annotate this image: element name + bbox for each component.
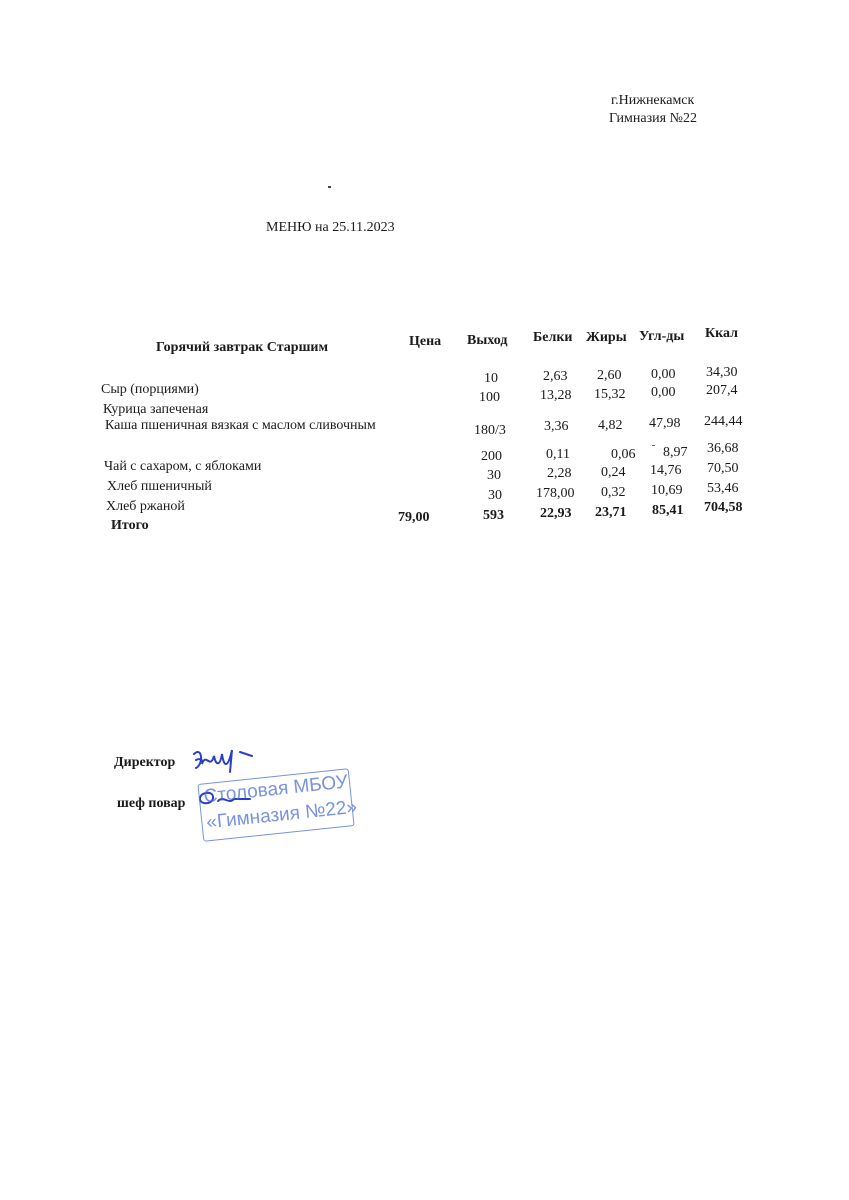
total-carbs: 85,41 [652, 503, 684, 518]
stamp-line-1: Столовая МБОУ [202, 771, 349, 808]
stamp-line-2: «Гимназия №22» [205, 796, 359, 834]
row-2-carbs: 47,98 [649, 416, 681, 431]
col-header-carbs: Угл-ды [639, 329, 685, 344]
total-price: 79,00 [398, 510, 430, 525]
col-header-fat: Жиры [586, 330, 627, 345]
row-0-output: 10 [484, 371, 498, 386]
row-4-kcal: 70,50 [707, 461, 739, 476]
row-3-kcal: 36,68 [707, 441, 739, 456]
row-1-fat: 15,32 [594, 387, 626, 402]
row-5-carbs: 10,69 [651, 483, 683, 498]
col-header-protein: Белки [533, 330, 573, 345]
row-name-3: Чай с сахаром, с яблоками [104, 459, 262, 474]
total-protein: 22,93 [540, 506, 572, 521]
chef-label: шеф повар [117, 796, 186, 811]
row-2-output: 180/3 [474, 423, 506, 438]
row-5-kcal: 53,46 [707, 481, 739, 496]
row-4-output: 30 [487, 468, 501, 483]
city-label: г.Нижнекамск [611, 93, 695, 108]
col-header-output: Выход [467, 333, 508, 348]
row-2-kcal: 244,44 [704, 414, 743, 429]
row-3-carbs: 8,97 [663, 445, 688, 460]
row-0-fat: 2,60 [597, 368, 622, 383]
total-fat: 23,71 [595, 505, 627, 520]
row-4-protein: 2,28 [547, 466, 572, 481]
row-5-protein: 178,00 [536, 486, 575, 501]
row-0-carbs: 0,00 [651, 367, 676, 382]
row-1-carbs: 0,00 [651, 385, 676, 400]
section-title: Горячий завтрак Старшим [156, 340, 328, 355]
row-4-carbs: 14,76 [650, 463, 682, 478]
director-signature [190, 742, 270, 776]
row-name-5: Хлеб ржаной [106, 499, 185, 514]
total-label: Итого [111, 518, 149, 533]
row-1-output: 100 [479, 390, 500, 405]
row-3-protein: 0,11 [546, 447, 570, 462]
row-4-fat: 0,24 [601, 465, 626, 480]
row-5-fat: 0,32 [601, 485, 626, 500]
row-name-0: Сыр (порциями) [101, 382, 199, 397]
menu-title: МЕНЮ на 25.11.2023 [266, 220, 395, 235]
school-stamp [197, 768, 359, 842]
row-0-kcal: 34,30 [706, 365, 738, 380]
row-1-protein: 13,28 [540, 388, 572, 403]
row-name-1: Курица запеченая [103, 402, 209, 417]
director-label: Директор [114, 755, 176, 770]
row-2-fat: 4,82 [598, 418, 623, 433]
row-2-protein: 3,36 [544, 419, 569, 434]
speck [652, 445, 655, 446]
speck [328, 186, 331, 188]
school-label: Гимназия №22 [609, 111, 697, 126]
row-name-2: Каша пшеничная вязкая с маслом сливочным [105, 418, 376, 433]
row-name-4: Хлеб пшеничный [107, 479, 212, 494]
col-header-price: Цена [409, 334, 442, 349]
row-3-fat: 0,06 [611, 447, 636, 462]
row-5-output: 30 [488, 488, 502, 503]
row-3-output: 200 [481, 449, 502, 464]
total-output: 593 [483, 508, 504, 523]
col-header-kcal: Ккал [705, 326, 738, 341]
row-1-kcal: 207,4 [706, 383, 738, 398]
row-0-protein: 2,63 [543, 369, 568, 384]
total-kcal: 704,58 [704, 500, 743, 515]
